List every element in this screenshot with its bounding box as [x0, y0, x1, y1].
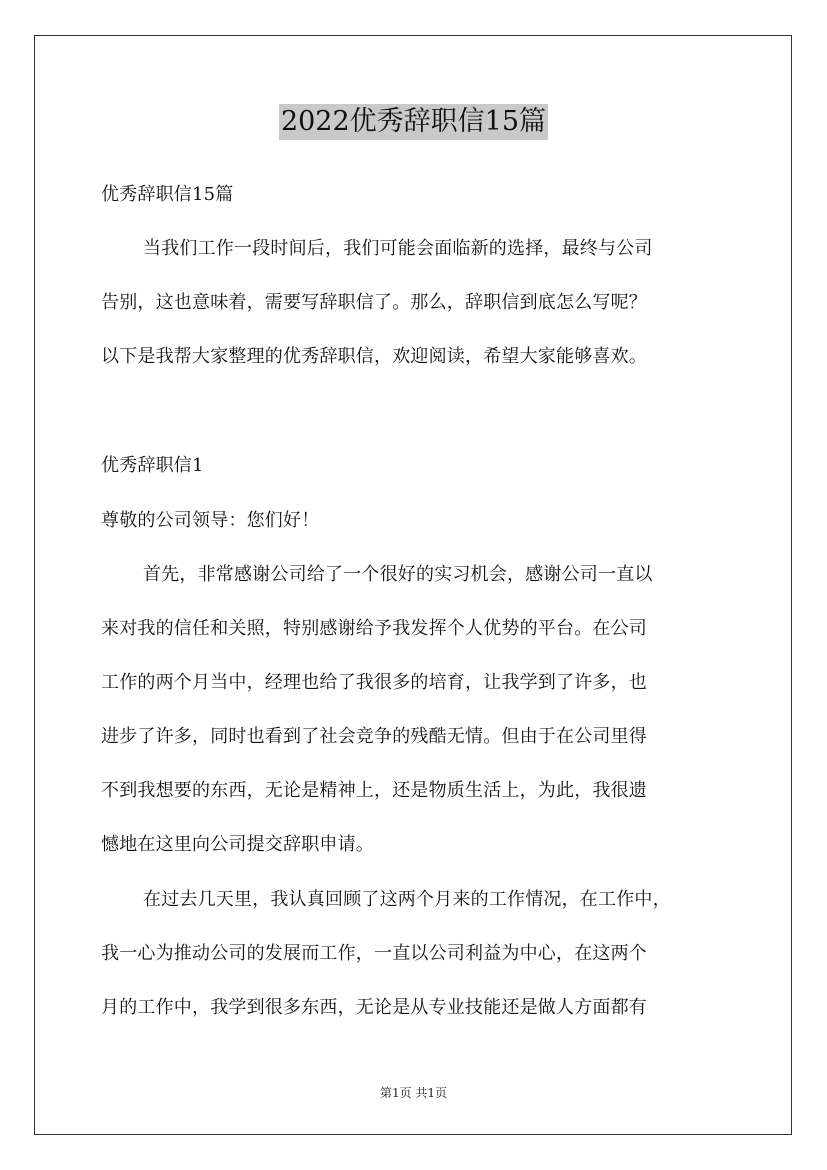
document-title: 2022优秀辞职信15篇	[279, 104, 548, 140]
para1-line-3: 工作的两个月当中，经理也给了我很多的培育，让我学到了许多，也	[101, 672, 647, 693]
intro-line-1: 当我们工作一段时间后，我们可能会面临新的选择，最终与公司	[143, 238, 653, 259]
letter-heading: 优秀辞职信1	[101, 455, 204, 476]
para1-line-4: 进步了许多，同时也看到了社会竞争的残酷无情。但由于在公司里得	[101, 726, 647, 747]
subtitle: 优秀辞职信15篇	[101, 184, 234, 205]
intro-line-3: 以下是我帮大家整理的优秀辞职信，欢迎阅读，希望大家能够喜欢。	[101, 346, 647, 367]
para1-line-6: 憾地在这里向公司提交辞职申请。	[101, 834, 374, 855]
title-wrap	[0, 104, 827, 140]
para1-line-2: 来对我的信任和关照，特别感谢给予我发挥个人优势的平台。在公司	[101, 618, 647, 639]
page-footer: 第1页 共1页	[379, 1086, 448, 1100]
para2-line-3: 月的工作中，我学到很多东西，无论是从专业技能还是做人方面都有	[101, 997, 647, 1018]
para1-line-5: 不到我想要的东西，无论是精神上，还是物质生活上，为此，我很遗	[101, 780, 647, 801]
salutation: 尊敬的公司领导：您们好！	[101, 510, 320, 531]
para2-line-2: 我一心为推动公司的发展而工作，一直以公司利益为中心，在这两个	[101, 943, 647, 964]
para1-line-1: 首先，非常感谢公司给了一个很好的实习机会，感谢公司一直以	[143, 564, 653, 585]
para2-line-1: 在过去几天里，我认真回顾了这两个月来的工作情况，在工作中，	[143, 889, 671, 910]
intro-line-2: 告别，这也意味着，需要写辞职信了。那么，辞职信到底怎么写呢？	[101, 292, 647, 313]
